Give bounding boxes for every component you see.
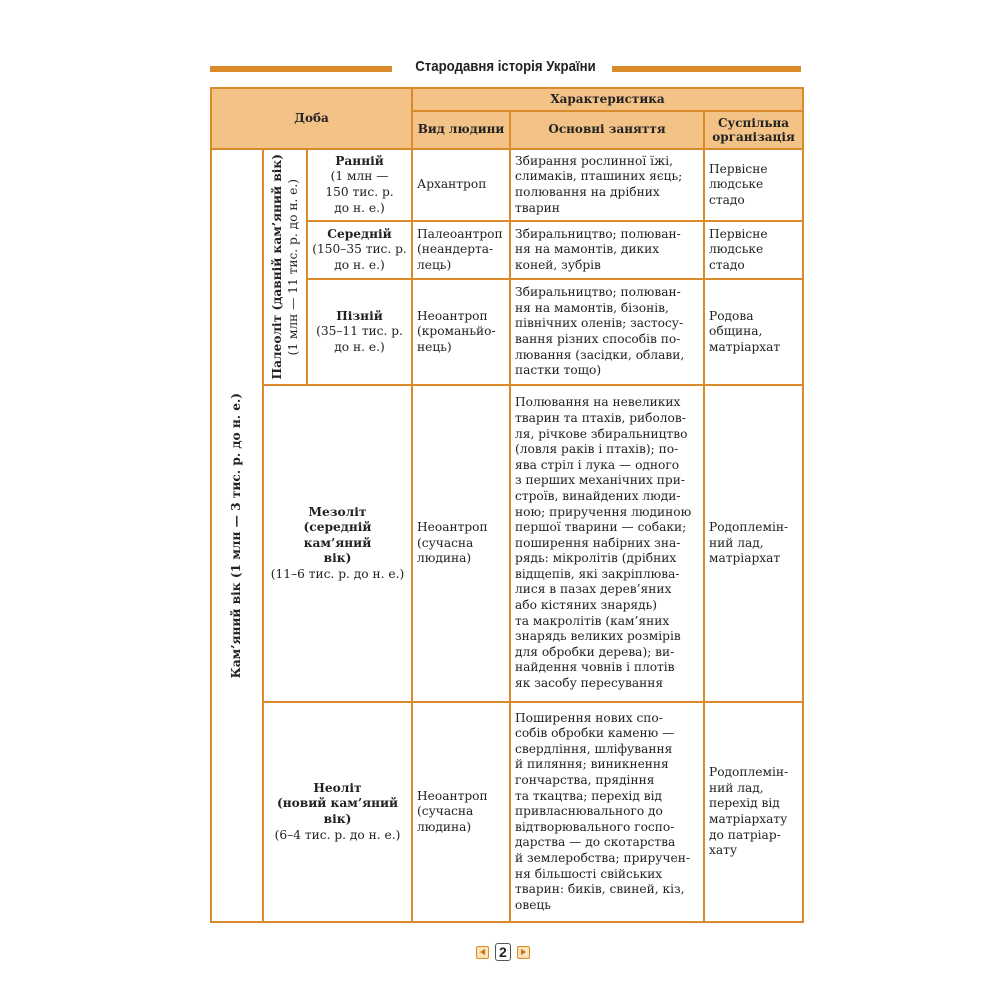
paleolithic-cell xyxy=(263,149,307,385)
period-cell xyxy=(307,149,412,221)
next-page-icon[interactable] xyxy=(517,946,530,959)
page-header xyxy=(210,58,801,80)
header-era: Доба xyxy=(211,88,412,149)
period-cell xyxy=(263,385,412,702)
paleolithic-title: Палеоліт (давній кам’яний вік) xyxy=(270,154,284,380)
occupations-cell: Збиральництво; полюван- ня на мамонтів, диких коней, зубрів xyxy=(510,221,704,279)
stone-age-cell xyxy=(211,149,263,922)
period-dates: (11–6 тис. р. до н. е.) xyxy=(270,566,405,581)
period-title: Пізній xyxy=(336,308,383,323)
header-social-org: Суспільна організація xyxy=(704,111,803,149)
social-org-cell: Родова община, матріархат xyxy=(704,279,803,385)
occupations-cell: Поширення нових спо- собів обробки каменю — свердління, шліфування й пиляння; виникнення гончарства, прядіння та ткацтва; перехід від привласнювального до відтворювального госпо- дарства — до скотарства й землеробства; приручен- ня більшості свійських тварин: биків, свиней, кіз, овець xyxy=(510,702,704,922)
stone-age-table xyxy=(210,87,804,923)
pager xyxy=(476,943,530,961)
table-row xyxy=(211,702,803,922)
period-dates: (150–35 тис. р. до н. е.) xyxy=(312,242,407,272)
paleolithic-label xyxy=(269,154,301,379)
header-title: Стародавня історія України xyxy=(415,58,596,75)
occupations-cell: Полювання на невеликих тварин та птахів, риболов- ля, річкове збиральництво (ловля раків і птахів); по- ява стріл і лука — одного з перших механічних при- строїв, винайдених люди- ною; приручення людиною першої тварини — собаки; поширення набірних зна- рядь: мікролітів (дрібних відщепів, які закріплюва- лися в пазах дерев’яних або кістяних знарядь) та макролітів (кам’яних знарядь великих розмірів для обробки дерева); ви- найдення човнів і плотів як засобу пересування xyxy=(510,385,704,702)
social-org-cell: Первісне людське стадо xyxy=(704,221,803,279)
period-cell xyxy=(307,279,412,385)
human-type-cell: Архантроп xyxy=(412,149,510,221)
period-dates: (35–11 тис. р. до н. е.) xyxy=(316,324,403,354)
human-type-cell: Палеоантроп (неандерта- лець) xyxy=(412,221,510,279)
occupations-cell: Збирання рослинної їжі, слимаків, пташиних яєць; полювання на дрібних тварин xyxy=(510,149,704,221)
period-title: Середній xyxy=(327,226,392,241)
human-type-cell: Неоантроп (сучасна людина) xyxy=(412,385,510,702)
period-title: Ранній xyxy=(335,153,384,168)
period-dates: (6–4 тис. р. до н. е.) xyxy=(274,827,401,842)
human-type-cell: Неоантроп (сучасна людина) xyxy=(412,702,510,922)
page-number: 2 xyxy=(495,943,511,961)
human-type-cell: Неоантроп (кроманьйо- нець) xyxy=(412,279,510,385)
period-cell xyxy=(263,702,412,922)
period-title: Мезоліт (середній кам’яний вік) xyxy=(303,504,372,566)
social-org-cell: Первісне людське стадо xyxy=(704,149,803,221)
period-dates: (1 млн — 150 тис. р. до н. е.) xyxy=(325,169,394,215)
stone-age-label: Кам’яний вік (1 млн — 3 тис. р. до н. е.) xyxy=(229,392,244,679)
table-row xyxy=(211,149,803,221)
header-occupations: Основні заняття xyxy=(510,111,704,149)
paleolithic-dates: (1 млн — 11 тис. р. до н. е.) xyxy=(286,178,300,356)
header-human-type: Вид людини xyxy=(412,111,510,149)
occupations-cell: Збиральництво; полюван- ня на мамонтів, бізонів, північних оленів; застосу- вання різних способів по- лювання (засідки, облави, пастки тощо) xyxy=(510,279,704,385)
prev-page-icon[interactable] xyxy=(476,946,489,959)
table-row xyxy=(211,385,803,702)
social-org-cell: Родоплемін- ний лад, матріархат xyxy=(704,385,803,702)
period-cell xyxy=(307,221,412,279)
social-org-cell: Родоплемін- ний лад, перехід від матріархату до патріар- хату xyxy=(704,702,803,922)
period-title: Неоліт (новий кам’яний вік) xyxy=(276,780,399,826)
header-characteristics: Характеристика xyxy=(412,88,803,111)
